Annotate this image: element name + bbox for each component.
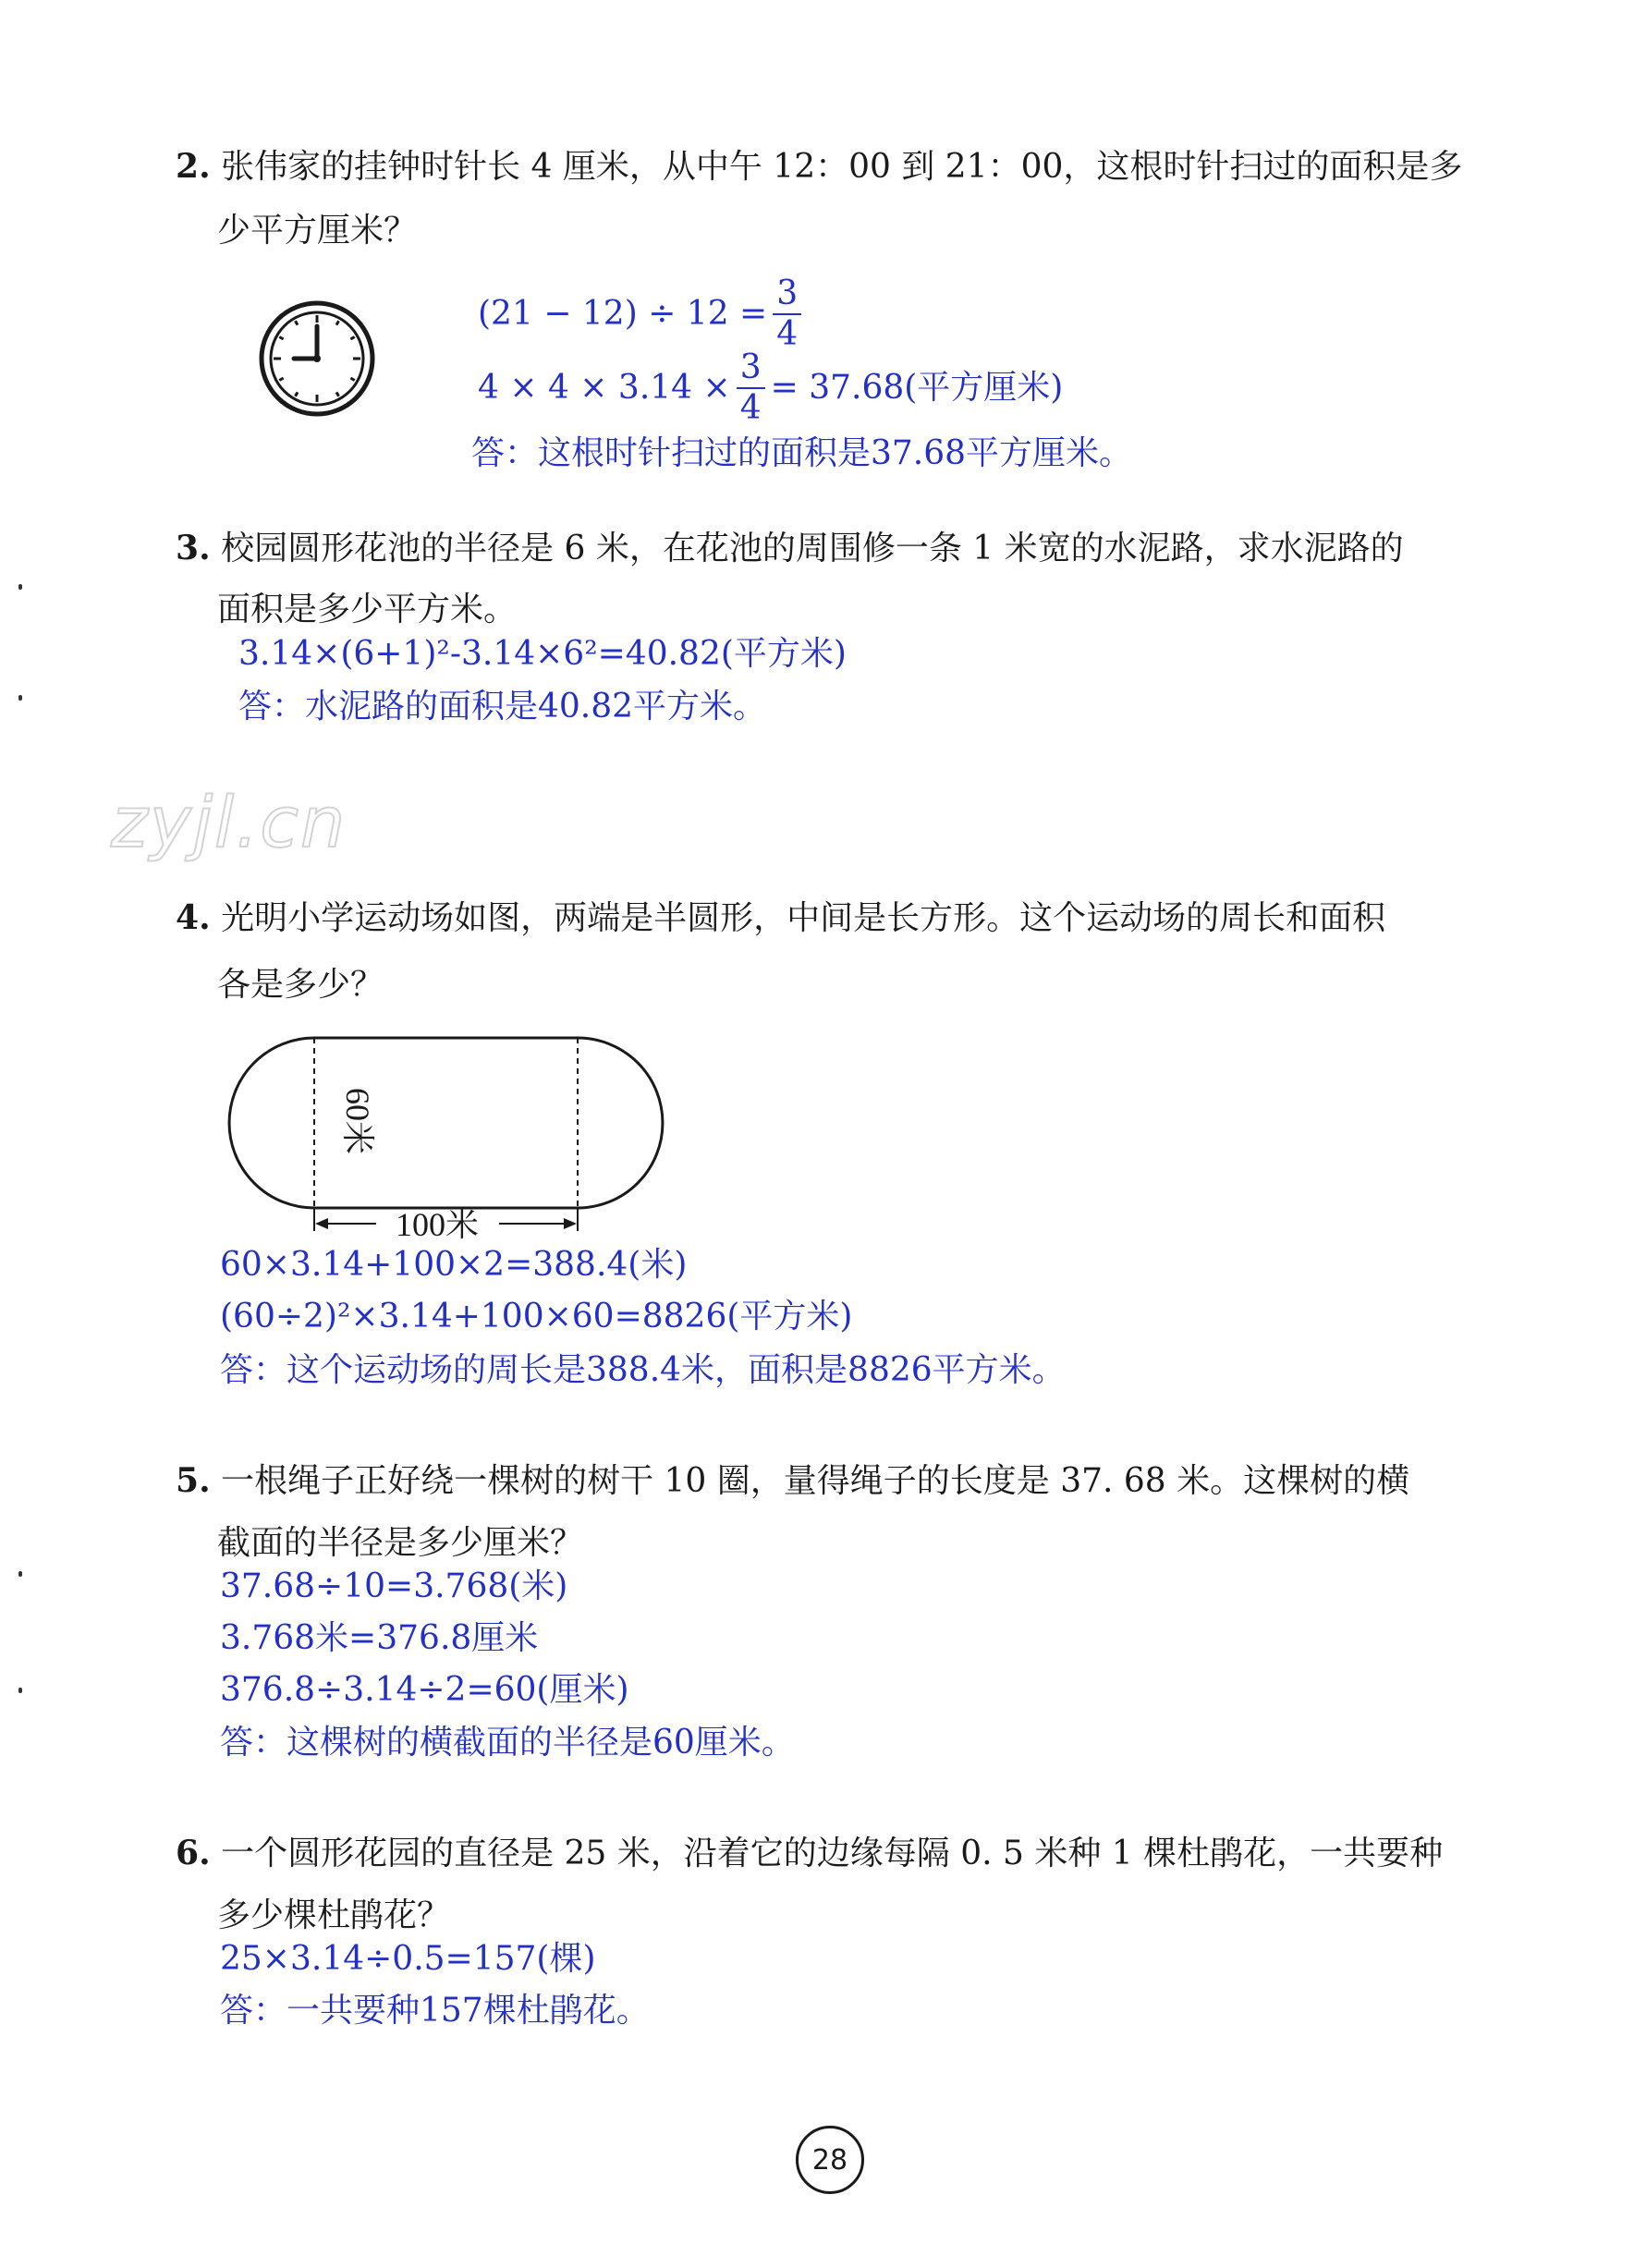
- answer-2-line-1: (21 − 12) ÷ 12 = $\frac{3}{4}$: [478, 277, 807, 351]
- problem-2-line-1: 2. 张伟家的挂钟时针长 4 厘米，从中午 12：00 到 21：00，这根时针扫过的面积是多: [176, 147, 1463, 186]
- problem-text: 一个圆形花园的直径是 25 米，沿着它的边缘每隔 0. 5 米种 1 棵杜鹃花，一共要种: [221, 1835, 1444, 1872]
- problem-2-line-2: 少平方厘米？: [217, 212, 418, 250]
- problem-number: 3: [176, 529, 200, 567]
- answer-6-conclusion: 答：一共要种157棵杜鹃花。: [220, 1992, 650, 2030]
- answer-6-line-1: 25×3.14÷0.5=157(棵): [220, 1940, 596, 1978]
- margin-mark: [18, 1571, 22, 1577]
- watermark: zyjl.cn: [111, 781, 348, 863]
- answer-5-line-2: 3.768米=376.8厘米: [220, 1619, 539, 1657]
- answer-3-line-1: 3.14×(6+1)²-3.14×6²=40.82(平方米): [238, 635, 847, 673]
- clock-icon: [257, 299, 377, 419]
- problem-number: 4: [176, 898, 200, 937]
- margin-mark: [18, 695, 22, 701]
- problem-text: 张伟家的挂钟时针长 4 厘米，从中午 12：00 到 21：00，这根时针扫过的面积是多: [221, 148, 1463, 186]
- problem-3-line-2: 面积是多少平方米。: [217, 591, 518, 628]
- page-number: 28: [796, 2126, 864, 2194]
- answer-4-line-1: 60×3.14+100×2=388.4(米): [220, 1246, 688, 1284]
- problem-4-line-2: 各是多少？: [217, 966, 384, 1004]
- fraction: $\frac{3}{4}$: [773, 277, 801, 351]
- problem-text: 光明小学运动场如图，两端是半圆形，中间是长方形。这个运动场的周长和面积: [221, 899, 1386, 937]
- problem-number: 2: [176, 147, 200, 186]
- answer-4-line-2: (60÷2)²×3.14+100×60=8826(平方米): [220, 1298, 853, 1335]
- problem-4-line-1: 4. 光明小学运动场如图，两端是半圆形，中间是长方形。这个运动场的周长和面积: [176, 898, 1386, 937]
- answer-2-conclusion: 答：这根时针扫过的面积是37.68平方厘米。: [471, 434, 1133, 472]
- problem-number: 5: [176, 1461, 200, 1500]
- problem-5-line-2: 截面的半径是多少厘米？: [217, 1524, 584, 1562]
- problem-number: 6: [176, 1834, 200, 1872]
- fraction: $\frac{3}{4}$: [737, 351, 765, 425]
- answer-5-conclusion: 答：这棵树的横截面的半径是60厘米。: [220, 1724, 795, 1762]
- problem-6-line-2: 多少棵杜鹃花？: [217, 1896, 451, 1934]
- margin-mark: [18, 584, 22, 590]
- problem-5-line-1: 5. 一根绳子正好绕一棵树的树干 10 圈，量得绳子的长度是 37. 68 米。这棵树的横: [176, 1461, 1410, 1500]
- answer-5-line-1: 37.68÷10=3.768(米): [220, 1567, 568, 1605]
- answer-2-line-2: 4 × 4 × 3.14 × $\frac{3}{4}$ = 37.68(平方厘米): [478, 348, 1064, 427]
- answer-5-line-3: 376.8÷3.14÷2=60(厘米): [220, 1671, 629, 1709]
- width-label: 60米: [339, 1087, 376, 1155]
- problem-3-line-1: 3. 校园圆形花池的半径是 6 米，在花池的周围修一条 1 米宽的水泥路，求水泥路的: [176, 529, 1404, 567]
- problem-text: 一根绳子正好绕一棵树的树干 10 圈，量得绳子的长度是 37. 68 米。这棵树的横: [221, 1462, 1410, 1500]
- margin-mark: [18, 1688, 22, 1693]
- problem-6-line-1: 6. 一个圆形花园的直径是 25 米，沿着它的边缘每隔 0. 5 米种 1 棵杜鹃花，一共要种: [176, 1834, 1444, 1872]
- length-label: 100米: [395, 1206, 480, 1243]
- problem-text: 校园圆形花池的半径是 6 米，在花池的周围修一条 1 米宽的水泥路，求水泥路的: [221, 530, 1404, 567]
- answer-3-conclusion: 答：水泥路的面积是40.82平方米。: [238, 688, 767, 726]
- answer-4-conclusion: 答：这个运动场的周长是388.4米，面积是8826平方米。: [220, 1351, 1066, 1389]
- running-track-diagram: [226, 1033, 670, 1246]
